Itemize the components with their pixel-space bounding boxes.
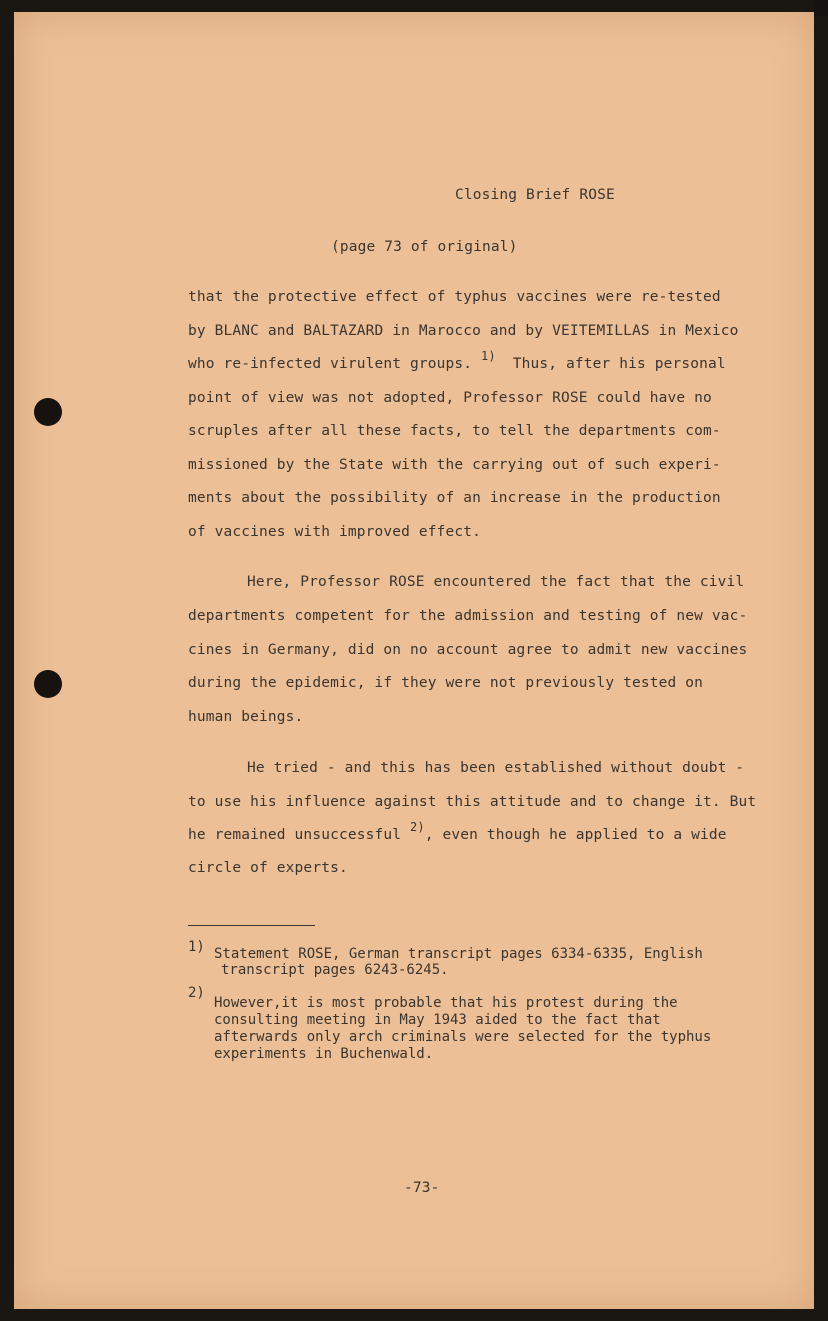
text-line bbox=[188, 349, 726, 372]
page-reference: (page 73 of original) bbox=[331, 239, 518, 255]
text-line: cines in Germany, did on no account agree to admit new vaccines bbox=[188, 642, 748, 658]
footnote-marker: 1) bbox=[188, 939, 205, 955]
footnote-line: However,it is most probable that his protest during the bbox=[214, 995, 678, 1011]
text-line: human beings. bbox=[188, 709, 304, 725]
text-line: departments competent for the admission and testing of new vac- bbox=[188, 608, 748, 624]
text-line: of vaccines with improved effect. bbox=[188, 524, 482, 540]
punch-hole bbox=[34, 398, 62, 426]
footnote-ref-1: 1) bbox=[481, 349, 496, 363]
text-segment: who re-infected virulent groups. bbox=[188, 356, 473, 372]
document-title: Closing Brief ROSE bbox=[455, 187, 615, 203]
punch-hole bbox=[34, 670, 62, 698]
footnote-marker: 2) bbox=[188, 985, 205, 1001]
text-segment: , even though he applied to a wide bbox=[424, 827, 727, 843]
text-line: scruples after all these facts, to tell the departments com- bbox=[188, 423, 721, 439]
text-segment: he remained unsuccessful bbox=[188, 827, 402, 843]
footnote-line: afterwards only arch criminals were selected for the typhus bbox=[214, 1029, 712, 1045]
text-line: ments about the possibility of an increase in the production bbox=[188, 490, 721, 506]
text-line: He tried - and this has been established without doubt - bbox=[247, 760, 745, 776]
text-line: Here, Professor ROSE encountered the fact that the civil bbox=[247, 574, 745, 590]
text-line: during the epidemic, if they were not previously tested on bbox=[188, 675, 704, 691]
document-page bbox=[14, 12, 814, 1309]
text-line: missioned by the State with the carrying out of such experi- bbox=[188, 457, 721, 473]
text-line: that the protective effect of typhus vaccines were re-tested bbox=[188, 289, 721, 305]
page-corner-shadow bbox=[814, 0, 828, 16]
footnote-line: experiments in Buchenwald. bbox=[214, 1046, 434, 1062]
text-line: to use his influence against this attitude and to change it. But bbox=[188, 794, 757, 810]
text-line: by BLANC and BALTAZARD in Marocco and by VEITEMILLAS in Mexico bbox=[188, 323, 739, 339]
footnote-ref-2: 2) bbox=[410, 820, 425, 834]
page-number: -73- bbox=[404, 1180, 440, 1196]
footnote-line: transcript pages 6243-6245. bbox=[221, 962, 449, 978]
text-line: point of view was not adopted, Professor ROSE could have no bbox=[188, 390, 712, 406]
text-line: circle of experts. bbox=[188, 860, 348, 876]
footnote-line: consulting meeting in May 1943 aided to the fact that bbox=[214, 1012, 661, 1028]
footnote-divider bbox=[188, 925, 315, 926]
text-line bbox=[188, 820, 727, 843]
footnote-line: Statement ROSE, German transcript pages 6334-6335, English bbox=[214, 946, 703, 962]
text-segment: Thus, after his personal bbox=[512, 356, 726, 372]
